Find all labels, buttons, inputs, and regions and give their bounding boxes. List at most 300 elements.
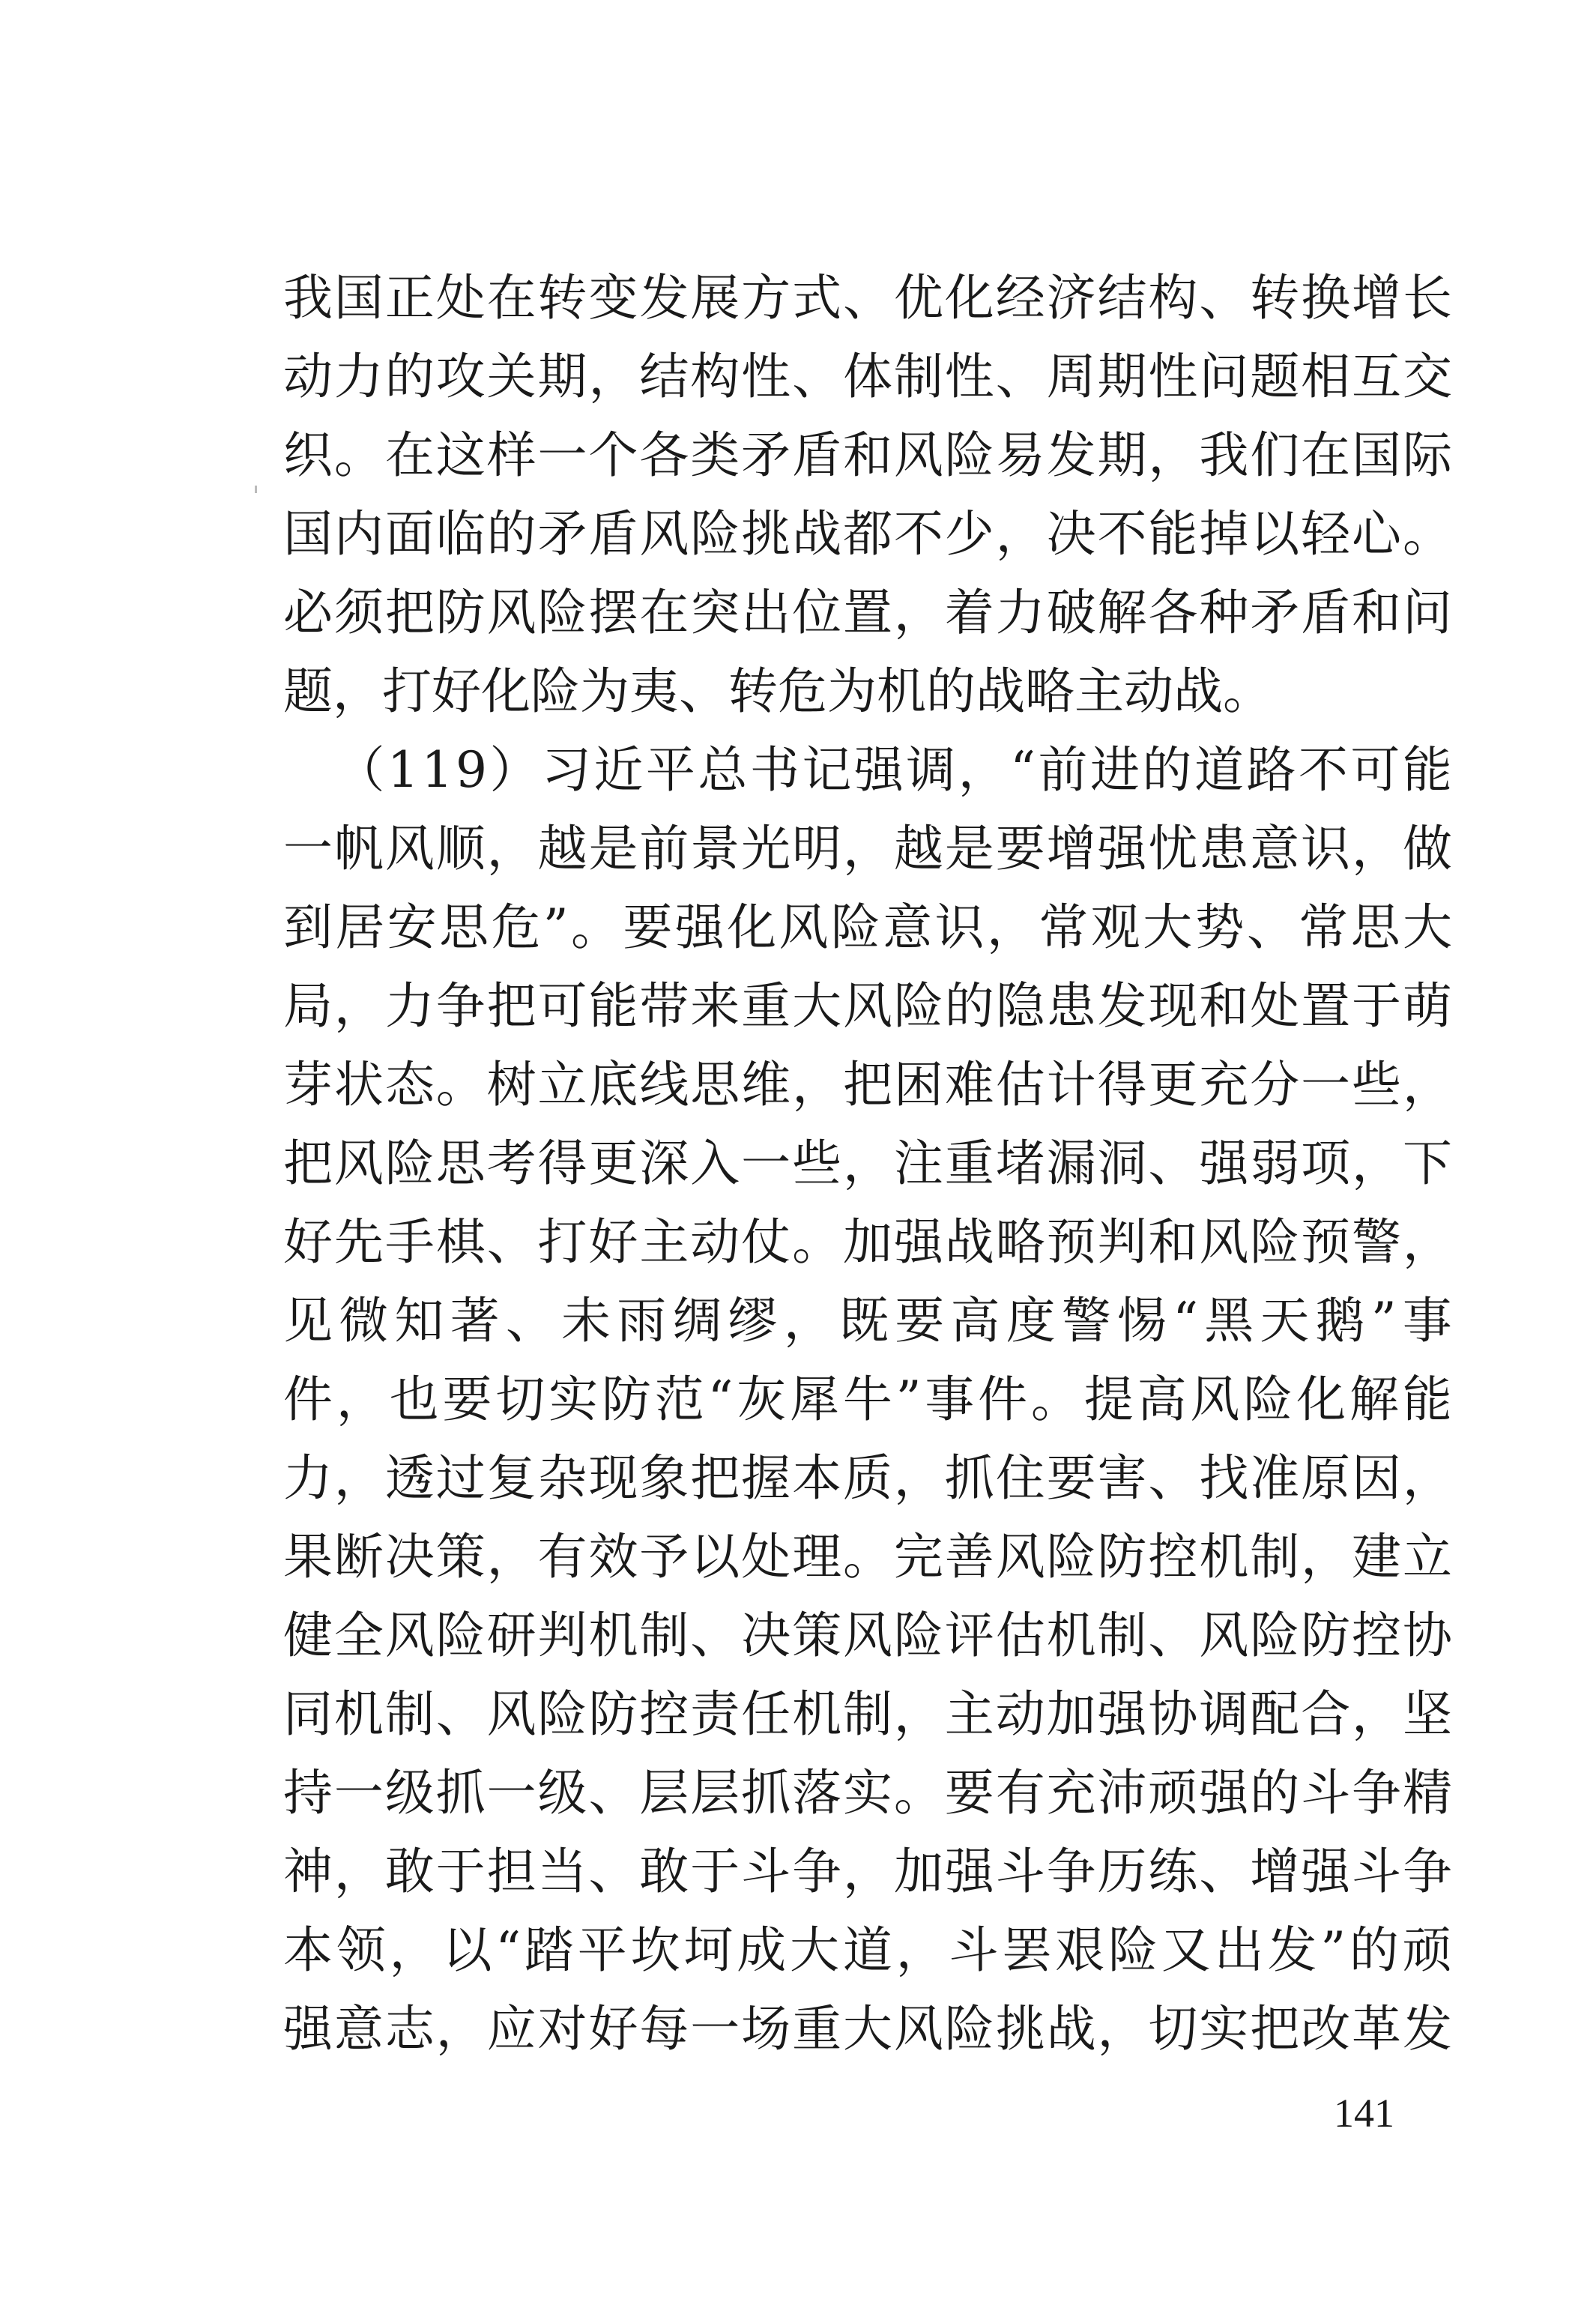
glyph: 于	[1352, 977, 1402, 1035]
glyph: 处	[741, 1528, 791, 1586]
glyph: 应	[486, 2000, 536, 2058]
glyph: 芽	[283, 1056, 333, 1114]
glyph: 顽	[1402, 1921, 1452, 1979]
glyph: 高	[1137, 1371, 1187, 1428]
glyph: 立	[1402, 1528, 1452, 1586]
glyph: 一	[1301, 1056, 1351, 1114]
body-text	[283, 259, 1452, 2068]
glyph: 斗	[1352, 1843, 1402, 1900]
glyph: ，	[486, 820, 536, 877]
text-line	[283, 1596, 1452, 1675]
glyph: 和	[842, 426, 892, 484]
glyph: 重	[944, 1135, 994, 1192]
glyph: 实	[1199, 2000, 1249, 2058]
glyph: 见	[283, 1292, 333, 1350]
glyph: 、	[1246, 898, 1296, 956]
glyph: 、	[588, 1764, 638, 1822]
glyph: 把	[690, 1449, 740, 1507]
glyph: 防	[588, 1685, 638, 1743]
glyph: 全	[333, 1607, 384, 1664]
glyph: 当	[537, 1843, 587, 1900]
glyph: 类	[690, 426, 740, 484]
glyph: 果	[283, 1528, 333, 1586]
glyph: 犀	[790, 1371, 840, 1428]
glyph: 内	[333, 505, 384, 563]
glyph: 鹅	[1315, 1292, 1365, 1350]
glyph: 们	[1250, 426, 1300, 484]
glyph: 惕	[1117, 1292, 1167, 1350]
glyph: 危	[491, 898, 541, 956]
glyph: 道	[1194, 741, 1244, 799]
glyph: 互	[1352, 348, 1402, 405]
glyph: 济	[1046, 269, 1096, 327]
glyph: 事	[1402, 1292, 1452, 1350]
glyph: 。	[435, 1056, 486, 1114]
glyph: 建	[1352, 1528, 1402, 1586]
glyph: 度	[1006, 1292, 1056, 1350]
glyph: 风	[779, 898, 829, 956]
glyph: 难	[944, 1056, 994, 1114]
glyph: 、	[690, 1607, 740, 1664]
glyph: 志	[384, 2000, 435, 2058]
glyph: 期	[1097, 348, 1147, 405]
glyph: 配	[1250, 1685, 1300, 1743]
glyph: 出	[741, 584, 791, 641]
glyph: 把	[283, 1135, 333, 1192]
glyph: 一	[537, 426, 587, 484]
glyph: 以	[442, 1921, 492, 1979]
glyph: 大	[790, 1921, 840, 1979]
glyph: 、	[1199, 269, 1249, 327]
glyph: 敢	[384, 1843, 435, 1900]
glyph: 风	[995, 1528, 1045, 1586]
glyph: 发	[1046, 426, 1096, 484]
glyph: 、	[995, 348, 1045, 405]
glyph	[283, 731, 333, 809]
glyph: 敢	[639, 1843, 689, 1900]
glyph: 织	[283, 426, 333, 484]
glyph: 成	[737, 1921, 787, 1979]
glyph: 树	[486, 1056, 536, 1114]
glyph: 把	[486, 977, 536, 1035]
glyph: 抓	[741, 1764, 791, 1822]
glyph: 险	[1046, 1528, 1096, 1586]
glyph: 革	[1352, 2000, 1402, 2058]
glyph: 罢	[1002, 1921, 1052, 1979]
glyph: 要	[995, 820, 1045, 877]
glyph: 计	[1046, 1056, 1096, 1114]
glyph: 任	[741, 1685, 791, 1743]
glyph: 要	[944, 1764, 994, 1822]
glyph: 书	[749, 741, 799, 799]
glyph: 主	[639, 1213, 689, 1271]
glyph: 项	[1301, 1135, 1351, 1192]
glyph: 能	[1148, 505, 1198, 563]
glyph: 突	[690, 584, 740, 641]
glyph: 预	[1301, 1213, 1351, 1271]
glyph: 充	[1046, 1764, 1096, 1822]
glyph: 居	[335, 898, 385, 956]
glyph: 在	[384, 426, 435, 484]
glyph: 切	[495, 1371, 545, 1428]
glyph: 。	[1030, 1371, 1080, 1428]
glyph: 重	[741, 977, 791, 1035]
glyph: 件	[978, 1371, 1028, 1428]
glyph: 、	[1199, 1843, 1249, 1900]
glyph: ，	[958, 741, 1008, 799]
glyph: 踏	[524, 1921, 574, 1979]
glyph: 打	[382, 662, 432, 720]
glyph: 盾	[1301, 584, 1351, 641]
glyph: 机	[792, 1685, 842, 1743]
glyph: 问	[1199, 348, 1249, 405]
glyph: 斗	[949, 1921, 999, 1979]
glyph: 质	[842, 1449, 892, 1507]
glyph: 周	[1046, 348, 1096, 405]
glyph: 须	[333, 584, 384, 641]
glyph: 、	[588, 1843, 638, 1900]
glyph: 种	[1199, 584, 1249, 641]
glyph: 在	[1301, 426, 1351, 484]
glyph: 性	[944, 348, 994, 405]
glyph: 动	[690, 1213, 740, 1271]
glyph: 化	[481, 662, 531, 720]
glyph: 以	[1250, 505, 1300, 563]
glyph: ”	[1370, 1292, 1397, 1350]
glyph: 牛	[842, 1371, 892, 1428]
glyph: 深	[639, 1135, 689, 1192]
glyph: 历	[1097, 1843, 1147, 1900]
glyph: 局	[283, 977, 333, 1035]
glyph: 险	[435, 1607, 486, 1664]
glyph: 各	[1148, 584, 1198, 641]
glyph: ，	[995, 505, 1045, 563]
glyph: 一	[333, 1764, 384, 1822]
glyph: 决	[741, 1607, 791, 1664]
glyph: 有	[995, 1764, 1045, 1822]
text-line	[283, 337, 1452, 416]
glyph: 些	[792, 1135, 842, 1192]
glyph: 转	[1250, 269, 1300, 327]
glyph: 转	[728, 662, 778, 720]
glyph: 灰	[737, 1371, 787, 1428]
glyph: 意	[333, 2000, 384, 2058]
scan-mark	[255, 486, 257, 493]
glyph: 机	[1046, 1607, 1096, 1664]
glyph: 精	[1402, 1764, 1452, 1822]
glyph: 同	[283, 1685, 333, 1743]
glyph: 不	[1097, 505, 1147, 563]
text-line	[283, 1281, 1452, 1360]
glyph: ，	[333, 977, 384, 1035]
glyph: ，	[893, 584, 943, 641]
glyph: 切	[1148, 2000, 1198, 2058]
glyph: 沛	[1097, 1764, 1147, 1822]
glyph: ，	[1402, 1056, 1452, 1114]
glyph: 强	[1199, 1764, 1249, 1822]
glyph: 9	[455, 741, 487, 799]
glyph: 弱	[1250, 1135, 1300, 1192]
glyph: 主	[1074, 662, 1124, 720]
glyph: 性	[741, 348, 791, 405]
glyph: 风	[384, 1607, 435, 1664]
glyph: 以	[690, 1528, 740, 1586]
glyph: 级	[384, 1764, 435, 1822]
glyph: 高	[950, 1292, 1000, 1350]
glyph: 警	[1352, 1213, 1402, 1271]
glyph: 1	[387, 741, 419, 799]
glyph: 判	[1097, 1213, 1147, 1271]
glyph: 底	[588, 1056, 638, 1114]
glyph: 展	[690, 269, 740, 327]
glyph: 、	[842, 269, 892, 327]
glyph: 矛	[741, 426, 791, 484]
glyph: 力	[283, 1449, 333, 1507]
glyph: 顺	[435, 820, 486, 877]
glyph: 发	[1402, 2000, 1452, 2058]
text-line	[283, 888, 1452, 967]
glyph: 要	[442, 1371, 492, 1428]
glyph: 到	[283, 898, 333, 956]
glyph: 件	[283, 1371, 333, 1428]
text-line	[283, 1124, 1452, 1203]
glyph: 可	[1350, 741, 1400, 799]
glyph: 轻	[1301, 505, 1351, 563]
glyph: 先	[333, 1213, 384, 1271]
glyph: 安	[387, 898, 437, 956]
glyph: ，	[895, 1921, 946, 1979]
glyph: 风	[486, 1685, 536, 1743]
glyph: 挑	[741, 505, 791, 563]
glyph: 斗	[741, 1843, 791, 1900]
text-line	[283, 1990, 1452, 2068]
glyph: 强	[944, 1843, 994, 1900]
glyph: 这	[435, 426, 486, 484]
glyph: 常	[1299, 898, 1349, 956]
glyph: 更	[1148, 1056, 1198, 1114]
glyph: 调	[906, 741, 956, 799]
glyph: 险	[690, 505, 740, 563]
glyph: 战	[976, 662, 1025, 720]
glyph: 风	[1199, 1213, 1249, 1271]
glyph: 坚	[1402, 1685, 1452, 1743]
glyph: 好	[588, 1213, 638, 1271]
glyph: 健	[283, 1607, 333, 1664]
glyph: 做	[1402, 820, 1452, 877]
glyph: 正	[384, 269, 435, 327]
glyph: 维	[741, 1056, 791, 1114]
glyph: 险	[384, 1135, 435, 1192]
glyph: 思	[435, 1135, 486, 1192]
text-line	[283, 495, 1452, 573]
glyph: 掉	[1199, 505, 1249, 563]
glyph: 一	[741, 1135, 791, 1192]
glyph: “	[707, 1371, 734, 1428]
glyph: 的	[1142, 741, 1192, 799]
glyph: 过	[435, 1449, 486, 1507]
glyph: 意	[1250, 820, 1300, 877]
glyph: 易	[995, 426, 1045, 484]
glyph: 思	[1350, 898, 1400, 956]
glyph: 层	[639, 1764, 689, 1822]
glyph: 攻	[435, 348, 486, 405]
glyph: 识	[934, 898, 985, 956]
glyph: 风	[842, 1607, 892, 1664]
glyph: 好	[588, 2000, 638, 2058]
glyph: 领	[336, 1921, 386, 1979]
glyph: 明	[792, 820, 842, 877]
glyph: 患	[1046, 977, 1096, 1035]
glyph: “	[495, 1921, 522, 1979]
glyph: 路	[1246, 741, 1296, 799]
glyph: ，	[1097, 2000, 1147, 2058]
glyph: 提	[1083, 1371, 1134, 1428]
glyph: 层	[690, 1764, 740, 1822]
glyph: 争	[792, 1843, 842, 1900]
glyph: 战	[944, 1213, 994, 1271]
glyph: 患	[1199, 820, 1249, 877]
glyph: 防	[435, 584, 486, 641]
glyph: 透	[384, 1449, 435, 1507]
glyph: 顽	[1148, 1764, 1198, 1822]
glyph: 握	[741, 1449, 791, 1507]
glyph: 题	[283, 662, 333, 720]
glyph: 能	[1402, 741, 1452, 799]
glyph: 不	[893, 505, 943, 563]
glyph: 予	[639, 1528, 689, 1586]
glyph: 因	[1352, 1449, 1402, 1507]
text-line	[283, 1517, 1452, 1596]
glyph: 的	[384, 348, 435, 405]
glyph: 担	[486, 1843, 536, 1900]
glyph: 近	[593, 741, 644, 799]
glyph: （	[335, 741, 385, 799]
glyph: 棋	[435, 1213, 486, 1271]
glyph: 坷	[683, 1921, 734, 1979]
glyph: 制	[384, 1685, 435, 1743]
glyph: 国	[333, 269, 384, 327]
glyph: ，	[333, 662, 382, 720]
glyph: 临	[435, 505, 486, 563]
glyph: 式	[792, 269, 842, 327]
glyph: ，	[389, 1921, 439, 1979]
glyph: 国	[283, 505, 333, 563]
glyph: 、	[1148, 1607, 1198, 1664]
text-line	[283, 573, 1452, 652]
glyph: 入	[690, 1135, 740, 1192]
glyph: 1	[421, 741, 453, 799]
glyph: 机	[1199, 1528, 1249, 1586]
glyph: ”	[1320, 1921, 1346, 1979]
glyph: 重	[792, 2000, 842, 2058]
glyph: ，	[1352, 1685, 1402, 1743]
glyph: 破	[1046, 584, 1096, 641]
glyph: 略	[1025, 662, 1074, 720]
glyph: 风	[893, 2000, 943, 2058]
glyph: 少	[944, 505, 994, 563]
glyph: 风	[486, 584, 536, 641]
glyph: 漏	[1046, 1135, 1096, 1192]
glyph: 争	[1352, 1764, 1402, 1822]
glyph: 充	[1199, 1056, 1249, 1114]
glyph: 为	[827, 662, 877, 720]
glyph: 发	[1267, 1921, 1317, 1979]
glyph: 住	[995, 1449, 1045, 1507]
glyph: 研	[486, 1607, 536, 1664]
glyph: 险	[893, 977, 943, 1035]
glyph: 险	[1250, 1213, 1300, 1271]
text-line	[283, 1832, 1452, 1911]
glyph: 关	[486, 348, 536, 405]
glyph: 强	[1199, 1135, 1249, 1192]
glyph: 性	[1148, 348, 1198, 405]
glyph: 国	[1352, 426, 1402, 484]
glyph: 又	[1161, 1921, 1211, 1979]
glyph: 一	[486, 1764, 536, 1822]
glyph: 决	[384, 1528, 435, 1586]
glyph: 强	[1301, 1843, 1351, 1900]
glyph: 好	[432, 662, 481, 720]
glyph: 决	[1046, 505, 1096, 563]
glyph: 力	[384, 977, 435, 1035]
glyph: 能	[588, 977, 638, 1035]
glyph: 级	[537, 1764, 587, 1822]
glyph: 处	[435, 269, 486, 327]
glyph: 天	[1260, 1292, 1310, 1350]
glyph: 动	[995, 1685, 1045, 1743]
glyph: 把	[384, 584, 435, 641]
glyph: 争	[1402, 1843, 1452, 1900]
glyph: 估	[995, 1056, 1045, 1114]
glyph: 着	[944, 584, 994, 641]
glyph: 。	[792, 1213, 842, 1271]
glyph: 加	[842, 1213, 892, 1271]
glyph: 雨	[617, 1292, 667, 1350]
glyph: 、	[1148, 1449, 1198, 1507]
glyph: ，	[893, 1449, 943, 1507]
glyph: 一	[283, 820, 333, 877]
glyph: 。	[1223, 662, 1272, 720]
glyph: 来	[690, 977, 740, 1035]
glyph: 战	[1173, 662, 1223, 720]
glyph: 洞	[1097, 1135, 1147, 1192]
text-line	[283, 809, 1452, 888]
glyph: ，	[333, 1449, 384, 1507]
glyph: 心	[1352, 505, 1402, 563]
glyph: 、	[679, 662, 728, 720]
glyph: 力	[995, 584, 1045, 641]
glyph: 找	[1199, 1449, 1249, 1507]
glyph: 堵	[995, 1135, 1045, 1192]
glyph: ，	[783, 1292, 833, 1350]
glyph: 绸	[672, 1292, 722, 1350]
glyph: 杂	[537, 1449, 587, 1507]
glyph: 化	[944, 269, 994, 327]
glyph: 强	[1097, 820, 1147, 877]
glyph: 评	[944, 1607, 994, 1664]
glyph: 效	[588, 1528, 638, 1586]
glyph: 得	[1097, 1056, 1147, 1114]
glyph: 置	[1301, 977, 1351, 1035]
glyph: 控	[639, 1685, 689, 1743]
glyph: 协	[1148, 1685, 1198, 1743]
glyph: 于	[435, 1843, 486, 1900]
glyph: 抓	[435, 1764, 486, 1822]
text-line	[283, 416, 1452, 495]
text-line	[283, 652, 1452, 731]
glyph: 风	[1190, 1371, 1240, 1428]
glyph: 险	[944, 426, 994, 484]
